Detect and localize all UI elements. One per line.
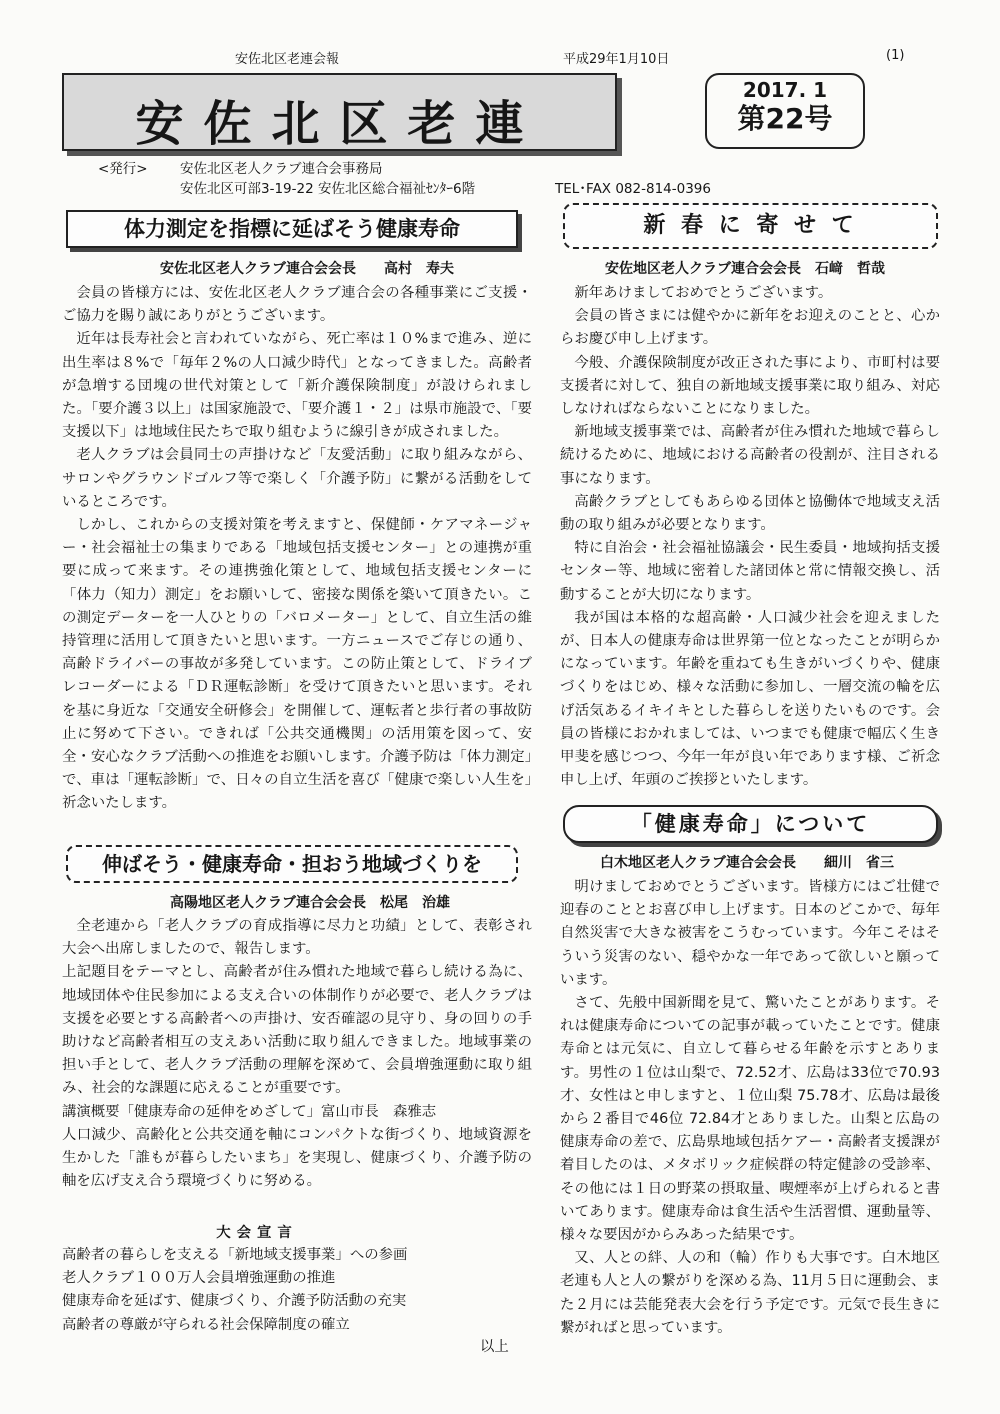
article1-author: 安佐北区老人クラブ連合会会長 高村 寿夫 [160, 261, 454, 277]
publication-name: 安佐北区老連会報 [235, 52, 340, 67]
article2-title: 伸ばそう・健康寿命・担おう地域づくりを [66, 845, 518, 883]
article2-lecture: 講演概要「健康寿命の延伸をめざして」富山市長 森雅志 [62, 1103, 437, 1120]
article3-paragraph: 会員の皆さまには健やかに新年をお迎えのことと、心からお慶び申し上げます。 [560, 308, 940, 348]
article3-paragraph: 今般、介護保険制度が改正された事により、市町村は要支援者に対して、独自の新地域支援事業に取り組み、対応しなければならないことになりました。 [560, 354, 940, 418]
issue-number: 第22号 [737, 102, 833, 135]
issue-year-month: 2017. 1 [742, 78, 828, 102]
declaration-item: 健康寿命を延ばす、健康づくり、介護予防活動の充実 [62, 1293, 407, 1310]
article3-paragraph: 我が国は本格的な超高齢・人口減少社会を迎えましたが、日本人の健康寿命は世界第一位となったことが明らかになっています。年齢を重ねても生きがいづくりや、健康づくりをはじめ、様々な活動に参加し、一層交流の輪を広げ活気あるイキイキとした暮らしを送りたいものです。会員の皆様におかれましては、いつまでも健康で幅広く生き甲斐を感じつつ、今年一年が良い年であります様、ご祈念申し上げ、年頭のご挨拶といたします。 [560, 609, 940, 789]
article1-title: 体力測定を指標に延ばそう健康寿命 [66, 210, 518, 248]
article4-paragraph: 明けましておめでとうございます。皆様方にはご壮健で迎春のこととお喜び申し上げます。日本のどこかで、毎年自然災害で大きな被害をこうむっています。今年こそはそういう災害のない、穏やかな一年であって欲しいと願っています。 [560, 879, 940, 988]
article2-paragraph: 上記題目をテーマとし、高齢者が住み慣れた地域で暮らし続ける為に、地域団体や住民参加による支え合いの体制作りが必要で、老人クラブは支援を必要とする高齢者への声掛け、安否確認の見守り、身の回りの手助けなど高齢者相互の支えあい活動に取り組んできました。地域事業の担い手として、老人クラブ活動の理解を深めて、会員増強運動に取り組み、社会的な課題に応えることが重要です。 [62, 964, 532, 1097]
article3-title: 新 春 に 寄 せ て [563, 203, 938, 249]
masthead [62, 73, 617, 151]
article3-paragraph: 新地域支援事業では、高齢者が住み慣れた地域で暮らし続けるために、地域における高齢者の役割が、注目される事になります。 [560, 424, 940, 487]
article1-paragraph: 会員の皆様方には、安佐北区老人クラブ連合会の各種事業にご支援・ご協力を賜り誠にありがとうございます。 [62, 285, 532, 325]
closing-text: 以上 [480, 1339, 509, 1355]
publisher-address: 安佐北区可部3-19-22 安佐北区総合福祉ｾﾝﾀｰ6階 [180, 181, 476, 197]
declaration-item: 高齢者の尊厳が守られる社会保障制度の確立 [62, 1316, 350, 1333]
publisher-tel: TEL･FAX 082-814-0396 [555, 181, 711, 197]
article2-author: 高陽地区老人クラブ連合会会長 松尾 治雄 [170, 895, 450, 911]
issue-date: 平成29年1月10日 [563, 52, 670, 67]
article4-author: 白木地区老人クラブ連合会会長 細川 省三 [600, 855, 894, 871]
page-number: (1) [886, 48, 905, 63]
article3-author: 安佐地区老人クラブ連合会会長 石﨑 哲哉 [605, 261, 885, 277]
article3-body [560, 282, 940, 792]
article3-paragraph: 高齢クラブとしてもあらゆる団体と協働体で地域支え活動の取り組みが必要となります。 [560, 493, 940, 534]
publisher-org: 安佐北区老人クラブ連合会事務局 [180, 161, 383, 177]
article3-paragraph: 新年あけましておめでとうございます。 [574, 285, 833, 301]
article4-title: 「健康寿命」について [563, 805, 938, 843]
declaration-title: 大会宣言 [216, 1225, 298, 1241]
article2-paragraph: 全老連から「老人クラブの育成指導に尽力と功績」として、表彰され大会へ出席しましたので、報告します。 [62, 918, 532, 958]
article1-paragraph: しかし、これからの支援対策を考えますと、保健師・ケアマネージャー・社会福祉士の集まりである「地域包括支援センター」との連携が重要に成って来ます。その連携強化策として、地域包括支援センターに「体力（知力）測定」をお願いして、密接な関係を築いて頂きたい。この測定データーを一人ひとりの「バロメーター」として、自立生活の維持管理に活用して頂きたいと思います。一方ニュースでご存じの通り、高齢ドライバーの事故が多発しています。この防止策として、ドライブレコーダーによる「ＤＲ運転診断」を受けて頂きたいと思います。それを基に身近な「交通安全研修会」を開催して、運転者と歩行者の事故防止に努めて下さい。できれば「公共交通機関」の活用策を図って、安全・安心なクラブ活動への推進をお願いします。介護予防は「体力測定」で、車は「運転診断」で、日々の自立生活を喜び「健康で楽しい人生を」祈念いたします。 [62, 517, 532, 812]
declaration-item: 高齢者の暮らしを支える「新地域支援事業」への参画 [62, 1247, 408, 1263]
article4-paragraph: さて、先般中国新聞を見て、驚いたことがあります。それは健康寿命についての記事が載っていたことです。健康寿命とは元気に、自立して暮らせる年齢を示すとあります。男性の１位は山梨で、72.52才、広島は33位で70.93才、女性はと申しますと、１位山梨 75.78才、広島は最後から２番目で46位 72.84才とありました。山梨と広島の健康寿命の差で、広島県地域包括ケアー・高齢者支援課が着目したのは、メタボリック症候群の特定健診の受診率、その他には１日の野菜の摂取量、喫煙率が上げられると書いてあります。健康寿命は食生活や生活習慣、運動量等、様々な要因がからみあった結果です。 [560, 995, 940, 1244]
publisher-label: <発行> [98, 161, 148, 177]
article4-paragraph: 又、人との絆、人の和（輪）作りも大事です。白木地区老連も人と人の繋がりを深める為、11月５日に運動会、また２月には芸能発表大会を行う予定です。元気で長生きに繋がればと思っています。 [560, 1250, 940, 1336]
article1-paragraph: 近年は長寿社会と言われていながら、死亡率は１０%まで進み、逆に出生率は８%で「毎年２%の人口減少時代」となってきました。高齢者が急増する団塊の世代対策として「新介護保険制度」が設けられました。「要介護３以上」は国家施設で、「要介護１・２」は県市施設で、「要支援以下」は地域住民たちで取り組むように線引きが成されました。 [62, 331, 532, 441]
declaration-list [62, 1244, 532, 1337]
declaration-item: 老人クラブ１００万人会員増強運動の推進 [62, 1270, 336, 1287]
article1-paragraph: 老人クラブは会員同士の声掛けなど「友愛活動」に取り組みながら、サロンやグラウンドゴルフ等で楽しく「介護予防」に繋がる活動をしているところです。 [62, 447, 532, 510]
article2-body [62, 915, 532, 1193]
newsletter-title: 安佐北区老連 [135, 96, 544, 152]
article1-body [62, 282, 532, 816]
article4-body [560, 876, 940, 1340]
article3-paragraph: 特に自治会・社会福祉協議会・民生委員・地域拘括支援センター等、地域に密着した諸団体と常に情報交換し、活動することが大切になります。 [560, 540, 940, 603]
article2-paragraph: 人口減少、高齢化と公共交通を軸にコンパクトな街づくり、地域資源を生かした「誰もが暮らしたいまち」を実現し、健康づくり、介護予防の軸を広げ支え合う環境づくりに努める。 [62, 1126, 532, 1190]
issue-box [705, 73, 865, 149]
